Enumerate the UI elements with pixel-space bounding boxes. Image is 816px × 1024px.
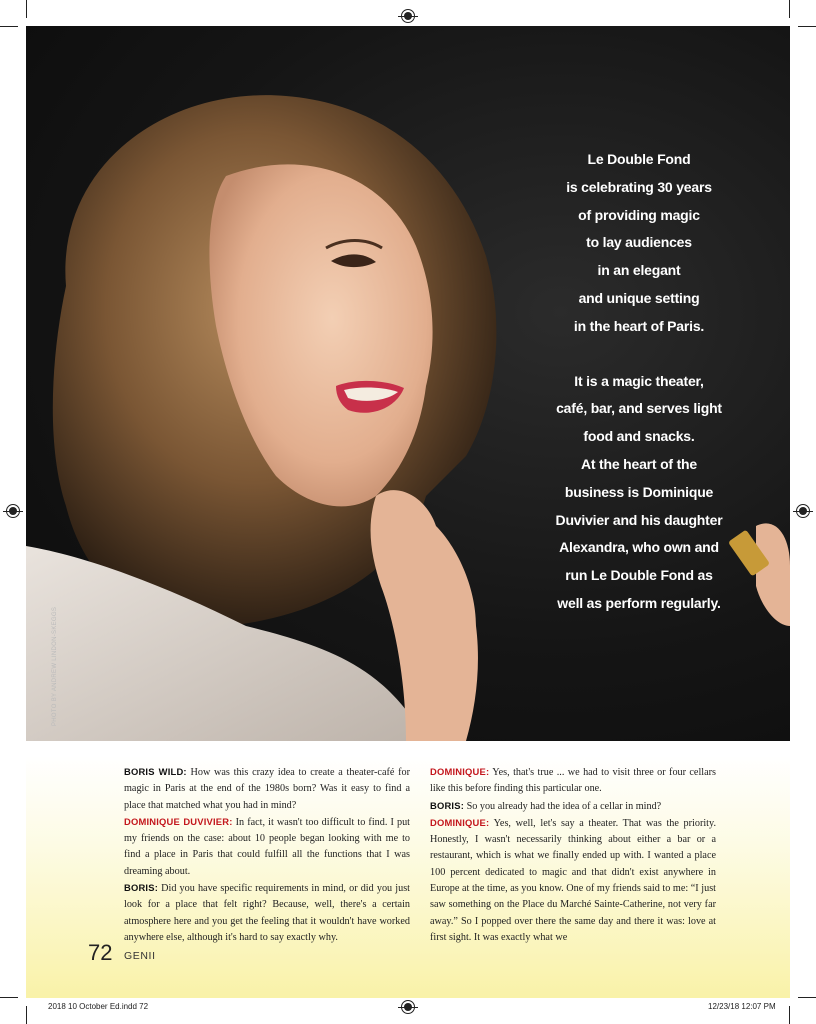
pull-quote-line: Alexandra, who own and [559, 539, 719, 556]
interview-paragraph [124, 880, 410, 946]
photo-credit: PHOTO BY ANDREW LINDON-SKEGGS [52, 606, 58, 726]
paragraph-text: In fact, it wasn't too difficult to find. I put my friends on the case: about 10 people began looking with me to find a place in Paris that could fulfill all the functions that I was dreaming about. [124, 816, 410, 877]
crop-mark [0, 26, 18, 27]
crop-mark [789, 0, 790, 18]
paragraph-text: Did you have specific requirements in mind, or did you just look for a place that felt right? Because, well, there's a certain atmosphere here and you get the feeling that it wouldn't have worked anywhere else, although it's hard to say exactly why. [124, 883, 410, 943]
interview-paragraph [124, 814, 410, 880]
magazine-page [26, 26, 790, 998]
pull-quote-line: At the heart of the [581, 455, 697, 472]
crop-mark [26, 0, 27, 18]
interview-paragraph [124, 764, 410, 814]
pull-quote-line: is celebrating 30 years [566, 178, 712, 195]
speaker-name: BORIS WILD: [124, 766, 187, 777]
paragraph-gap [514, 341, 764, 368]
speaker-name: BORIS: [430, 799, 465, 811]
paragraph-text: So you already had the idea of a cellar in mind? [464, 800, 662, 812]
page-number: 72 [88, 940, 113, 965]
pull-quote-line: in an elegant [597, 262, 681, 279]
paragraph-text: How was this crazy idea to create a theater-café for magic in Paris at the end of the 1980s born? Was it easy to find a place that matched what you had in mind? [124, 767, 410, 811]
pull-quote-line: Le Double Fond [587, 151, 691, 167]
speaker-name: BORIS: [124, 882, 159, 894]
interview-body [124, 764, 716, 943]
registration-mark-icon [401, 1000, 415, 1014]
crop-mark [0, 997, 18, 998]
text-column-left [124, 764, 410, 946]
interview-paragraph [430, 764, 716, 798]
pull-quote-line: of providing magic [578, 206, 700, 223]
crop-mark [798, 997, 816, 998]
slug-date: 12/23/18 12:07 PM [708, 1002, 776, 1011]
speaker-name: DOMINIQUE DUVIVIER: [124, 815, 233, 827]
pull-quote-line: in the heart of Paris. [573, 317, 705, 334]
pull-quote-line: to lay audiences [586, 234, 692, 251]
registration-mark-icon [6, 504, 20, 518]
registration-mark-icon [796, 504, 810, 518]
registration-mark-icon [401, 9, 415, 23]
speaker-name: DOMINIQUE: [430, 766, 490, 777]
pull-quote-line: run Le Double Fond as [565, 567, 713, 584]
pull-quote-line: food and snacks. [583, 428, 695, 445]
paragraph-text: Yes, well, let's say a theater. That was the priority. Honestly, I wasn't necessarily thinking about either a bar or a restaurant, which is what we finally ended up with. I wanted a place 100 percent dedicated to magic and that didn't exist anywhere in Europe at the time, as you know. One of my friends said to me: “I just saw something on the Place du Marché Sainte-Catherine, not very far away.” So I popped over there the same day and there it was: love at first sight. It was exactly what we [430, 817, 716, 943]
pull-quote-line: well as perform regularly. [557, 594, 721, 611]
portrait-photo [26, 26, 790, 741]
crop-mark [789, 1006, 790, 1024]
pull-quote-line: café, bar, and serves light [556, 400, 722, 417]
crop-mark [26, 1006, 27, 1024]
paragraph-text: Yes, that's true ... we had to visit three or four cellars like this before finding this particular one. [430, 767, 716, 795]
pull-quote-line: and unique setting [578, 289, 700, 306]
pull-quote [514, 146, 764, 618]
slug-file-name: 2018 10 October Ed.indd 72 [48, 1002, 149, 1011]
interview-paragraph [430, 815, 716, 946]
interview-paragraph [430, 798, 716, 815]
pull-quote-line: Duvivier and his daughter [555, 511, 723, 528]
crop-mark [798, 26, 816, 27]
speaker-name: DOMINIQUE: [430, 816, 490, 828]
pull-quote-line: It is a magic theater, [574, 372, 704, 389]
magazine-name: GENII [124, 950, 156, 962]
text-column-right [430, 764, 716, 946]
pull-quote-line: business is Dominique [564, 483, 714, 500]
